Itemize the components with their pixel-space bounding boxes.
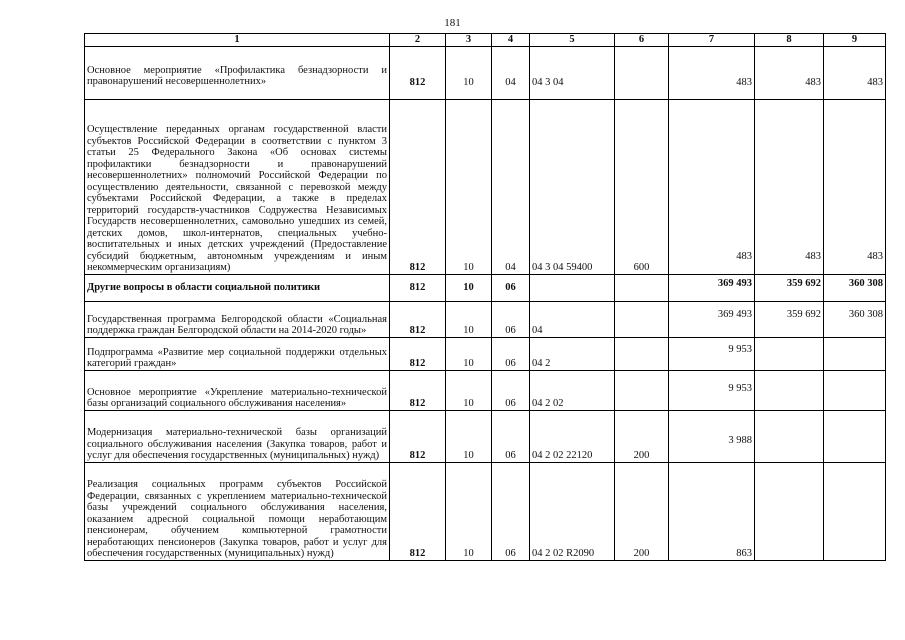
cell-target-code: 04 2 02	[530, 370, 615, 410]
cell-expense-type: 600	[615, 99, 669, 274]
cell-value-2020	[824, 410, 886, 462]
cell-value-2018: 483	[669, 99, 755, 274]
header-row	[85, 34, 886, 47]
cell-value-2020: 483	[824, 46, 886, 99]
cell-grbs: 812	[390, 46, 446, 99]
cell-value-2019: 359 692	[755, 274, 824, 301]
cell-value-2018: 369 493	[669, 274, 755, 301]
cell-section: 10	[446, 462, 492, 560]
header-col-3: 3	[446, 34, 492, 47]
cell-grbs: 812	[390, 99, 446, 274]
cell-expense-type: 200	[615, 410, 669, 462]
cell-value-2020: 483	[824, 99, 886, 274]
table-row	[85, 337, 886, 370]
cell-value-2018: 3 988	[669, 410, 755, 462]
row-description: Модернизация материально-технической базы организаций социального обслуживания населения (Закупка товаров, работ и услуг для обеспечения государственных (муниципальных) нужд)	[85, 410, 390, 462]
cell-expense-type	[615, 301, 669, 337]
cell-subsection: 04	[492, 46, 530, 99]
cell-value-2018: 483	[669, 46, 755, 99]
cell-value-2019: 359 692	[755, 301, 824, 337]
page-number: 181	[444, 17, 461, 29]
cell-value-2019	[755, 462, 824, 560]
cell-value-2019	[755, 410, 824, 462]
cell-target-code: 04 2 02 22120	[530, 410, 615, 462]
cell-grbs: 812	[390, 337, 446, 370]
cell-subsection: 06	[492, 301, 530, 337]
cell-value-2020	[824, 337, 886, 370]
header-col-5: 5	[530, 34, 615, 47]
cell-section: 10	[446, 99, 492, 274]
cell-subsection: 06	[492, 274, 530, 301]
cell-value-2019	[755, 370, 824, 410]
cell-grbs: 812	[390, 301, 446, 337]
cell-value-2018: 369 493	[669, 301, 755, 337]
cell-value-2020	[824, 370, 886, 410]
cell-expense-type	[615, 370, 669, 410]
table-row	[85, 462, 886, 560]
row-description: Осуществление переданных органам государственной власти субъектов Российской Федерации в соответствии с пунктом 3 статьи 25 Федерального Закона «Об основах системы профилактики безнадзорности и правонарушений несовершеннолетних» полномочий Российской Федерации по осуществлению деятельности, связанной с перевозкой между субъектами Российской Федерации, а также в пределах территорий государств-участников Содружества Независимых Государств несовершеннолетних, самовольно ушедших из семей, детских домов, школ-интернатов, специальных учебно-воспитательных и иных детских учреждений (Предоставление субсидий бюджетным, автономным учреждениям и иным некоммерческим организациям)	[85, 99, 390, 274]
cell-target-code	[530, 274, 615, 301]
row-description: Государственная программа Белгородской области «Социальная поддержка граждан Белгородской области на 2014-2020 годы»	[85, 301, 390, 337]
header-col-6: 6	[615, 34, 669, 47]
cell-section: 10	[446, 337, 492, 370]
cell-value-2019	[755, 337, 824, 370]
header-col-7: 7	[669, 34, 755, 47]
cell-expense-type	[615, 46, 669, 99]
cell-section: 10	[446, 274, 492, 301]
cell-value-2019: 483	[755, 46, 824, 99]
cell-subsection: 06	[492, 462, 530, 560]
cell-value-2018: 9 953	[669, 370, 755, 410]
cell-subsection: 04	[492, 99, 530, 274]
header-col-2: 2	[390, 34, 446, 47]
header-col-1: 1	[85, 34, 390, 47]
cell-target-code: 04 2	[530, 337, 615, 370]
row-description: Основное мероприятие «Профилактика безнадзорности и правонарушений несовершеннолетних»	[85, 46, 390, 99]
row-description: Реализация социальных программ субъектов Российской Федерации, связанных с укреплением материально-технической базы учреждений социального обслуживания населения, оказанием адресной социальной помощи неработающим пенсионерам, обучением компьютерной грамотности неработающих пенсионеров (Закупка товаров, работ и услуг для обеспечения государственных (муниципальных) нужд)	[85, 462, 390, 560]
cell-subsection: 06	[492, 337, 530, 370]
header-col-4: 4	[492, 34, 530, 47]
cell-value-2020	[824, 462, 886, 560]
cell-grbs: 812	[390, 370, 446, 410]
cell-value-2018: 9 953	[669, 337, 755, 370]
row-description: Другие вопросы в области социальной политики	[85, 274, 390, 301]
row-description: Основное мероприятие «Укрепление материально-технической базы организаций социального обслуживания населения»	[85, 370, 390, 410]
cell-grbs: 812	[390, 462, 446, 560]
cell-value-2019: 483	[755, 99, 824, 274]
table-row	[85, 274, 886, 301]
cell-value-2020: 360 308	[824, 301, 886, 337]
cell-section: 10	[446, 301, 492, 337]
cell-section: 10	[446, 46, 492, 99]
cell-target-code: 04 2 02 R2090	[530, 462, 615, 560]
table-row	[85, 301, 886, 337]
table-row	[85, 410, 886, 462]
header-col-9: 9	[824, 34, 886, 47]
row-description: Подпрограмма «Развитие мер социальной поддержки отдельных категорий граждан»	[85, 337, 390, 370]
cell-target-code: 04 3 04	[530, 46, 615, 99]
cell-section: 10	[446, 410, 492, 462]
cell-section: 10	[446, 370, 492, 410]
cell-expense-type: 200	[615, 462, 669, 560]
cell-grbs: 812	[390, 274, 446, 301]
cell-subsection: 06	[492, 410, 530, 462]
cell-expense-type	[615, 274, 669, 301]
header-col-8: 8	[755, 34, 824, 47]
cell-grbs: 812	[390, 410, 446, 462]
budget-table	[84, 33, 886, 561]
table-row	[85, 370, 886, 410]
cell-subsection: 06	[492, 370, 530, 410]
cell-expense-type	[615, 337, 669, 370]
cell-target-code: 04 3 04 59400	[530, 99, 615, 274]
table-row	[85, 46, 886, 99]
cell-target-code: 04	[530, 301, 615, 337]
table-row	[85, 99, 886, 274]
cell-value-2018: 863	[669, 462, 755, 560]
cell-value-2020: 360 308	[824, 274, 886, 301]
